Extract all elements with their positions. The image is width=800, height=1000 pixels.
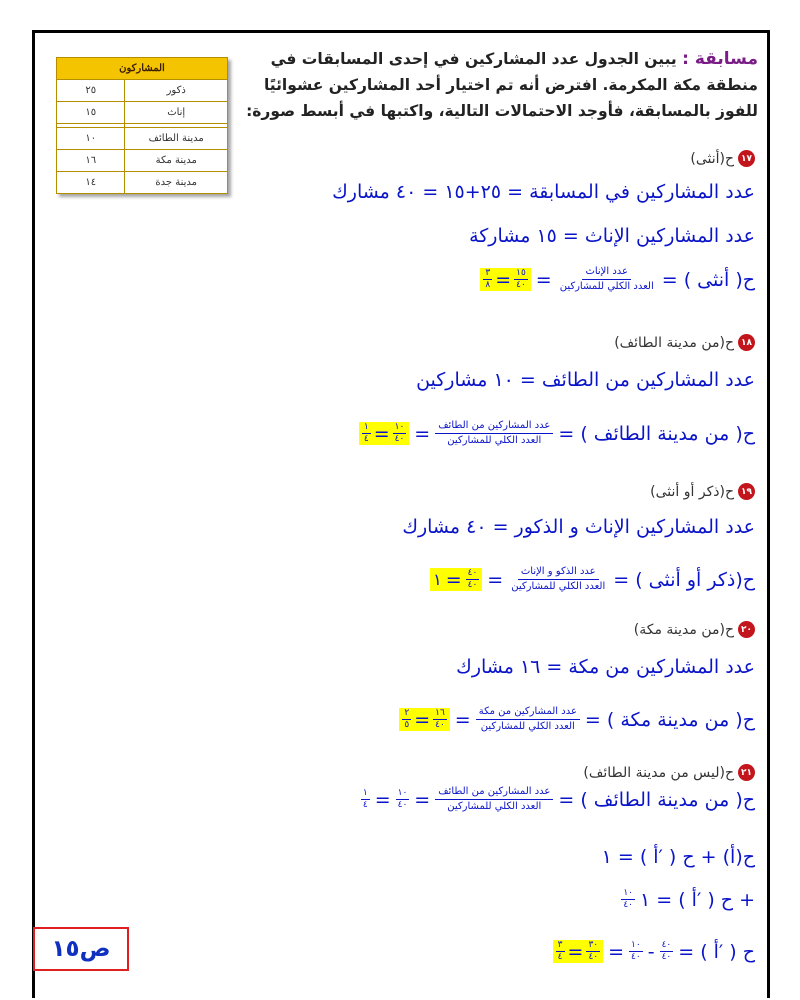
table-row: مدينة جدة ١٤ [57, 172, 228, 194]
q18-line1: عدد المشاركين من الطائف = ١٠ مشاركين [416, 369, 755, 391]
q21-line-a: ح(أ) + ح ( ′أ ) = ١ [601, 846, 755, 868]
question-17: ١٧ ح(أنثى) [690, 150, 755, 167]
intro-paragraph [238, 46, 758, 124]
question-19: ١٩ ح(ذكر أو أنثى) [650, 483, 755, 500]
q21-line-b: + ح ( ′أ ) = ١ $\frac{١٠}{٤٠}$ [623, 888, 755, 911]
question-20: ٢٠ ح(من مدينة مكة) [634, 621, 755, 638]
q17-line1: عدد المشاركين في المسابقة = ٢٥+١٥ = ٤٠ مشارك [332, 181, 755, 203]
q19-line1: عدد المشاركين الإناث و الذكور = ٤٠ مشارك [402, 516, 755, 538]
q18-equation: ح( من مدينة الطائف ) = $\frac{\text{عدد المشاركين من الطائف}}{\text{العدد الكلي للمشاركين}}$ = $\frac{١٠}{٤٠}$ = $\frac{١}{٤}$ [359, 420, 755, 447]
question-21: ٢١ ح(ليس من مدينة الطائف) [583, 764, 755, 781]
q20-equation: ح( من مدينة مكة ) = $\frac{\text{عدد المشاركين من مكة}}{\text{العدد الكلي للمشاركين}}$ = $\frac{١٦}{٤٠}$ = $\frac{٢}{٥}$ [399, 706, 755, 733]
table-row: إناث ١٥ [57, 102, 228, 124]
q19-equation: ح(ذكر أو أنثى ) = $\frac{\text{عدد الذكو و الإناث}}{\text{العدد الكلي للمشاركين}}$ = $\frac{٤٠}{٤٠}$ = ١ [430, 566, 755, 593]
highlighted-result: $\frac{١٥}{٤٠}$ = $\frac{٣}{٨}$ [480, 268, 530, 291]
table-row: مدينة الطائف ١٠ [57, 128, 228, 150]
highlighted-result: $\frac{٣٠}{٤٠}$ = $\frac{٣}{٤}$ [553, 940, 603, 963]
question-number-badge: ٢١ [738, 764, 755, 781]
fraction: $\frac{\text{عدد المشاركين من الطائف}}{\text{العدد الكلي للمشاركين}}$ [435, 420, 553, 447]
page-number-box: ص١٥ [33, 927, 129, 971]
question-number-badge: ١٧ [738, 150, 755, 167]
table-row: ذكور ٢٥ [57, 80, 228, 102]
table-header: المشاركون [57, 58, 228, 80]
fraction: $\frac{\text{عدد الإناث}}{\text{العدد الكلي للمشاركين}}$ [559, 266, 654, 292]
intro-text: يبين الجدول عدد المشاركين في إحدى المسابقات في منطقة مكة المكرمة. افترض أنه تم اختيار أحد المشاركين عشوائيًا للفوز بالمسابقة، فأوجد الاحتمالات التالية، واكتبها في أبسط صورة: [246, 50, 758, 120]
fraction: $\frac{\text{عدد الذكو و الإناث}}{\text{العدد الكلي للمشاركين}}$ [511, 566, 606, 592]
question-18: ١٨ ح(من مدينة الطائف) [614, 334, 755, 351]
highlighted-result: $\frac{١٦}{٤٠}$ = $\frac{٢}{٥}$ [399, 708, 449, 731]
question-number-badge: ١٩ [738, 483, 755, 500]
q21-line-c: ح ( ′أ ) = $\frac{٤٠}{٤٠}$ - $\frac{١٠}{٤٠}$ = $\frac{٣٠}{٤٠}$ = $\frac{٣}{٤}$ [553, 940, 755, 963]
q17-line2: عدد المشاركين الإناث = ١٥ مشاركة [469, 225, 755, 247]
highlighted-result: $\frac{٤٠}{٤٠}$ = ١ [430, 568, 482, 591]
table-row: مدينة مكة ١٦ [57, 150, 228, 172]
question-number-badge: ٢٠ [738, 621, 755, 638]
intro-label: مسابقة : [682, 49, 758, 69]
question-number-badge: ١٨ [738, 334, 755, 351]
fraction: $\frac{\text{عدد المشاركين من مكة}}{\text{العدد الكلي للمشاركين}}$ [476, 706, 580, 733]
highlighted-result: $\frac{١٠}{٤٠}$ = $\frac{١}{٤}$ [359, 422, 409, 445]
fraction: $\frac{\text{عدد المشاركين من الطائف}}{\text{العدد الكلي للمشاركين}}$ [435, 786, 553, 813]
participants-table [56, 57, 228, 194]
q21-equation: ح( من مدينة الطائف ) = $\frac{\text{عدد المشاركين من الطائف}}{\text{العدد الكلي للمشاركين}}$ = $\frac{١٠}{٤٠}$ = $\frac{١}{٤}$ [362, 786, 755, 812]
q20-line1: عدد المشاركين من مكة = ١٦ مشارك [456, 656, 755, 678]
q17-equation: ح( أنثى ) = $\frac{\text{عدد الإناث}}{\text{العدد الكلي للمشاركين}}$ = $\frac{١٥}{٤٠}$ = $\frac{٣}{٨}$ [480, 266, 755, 293]
